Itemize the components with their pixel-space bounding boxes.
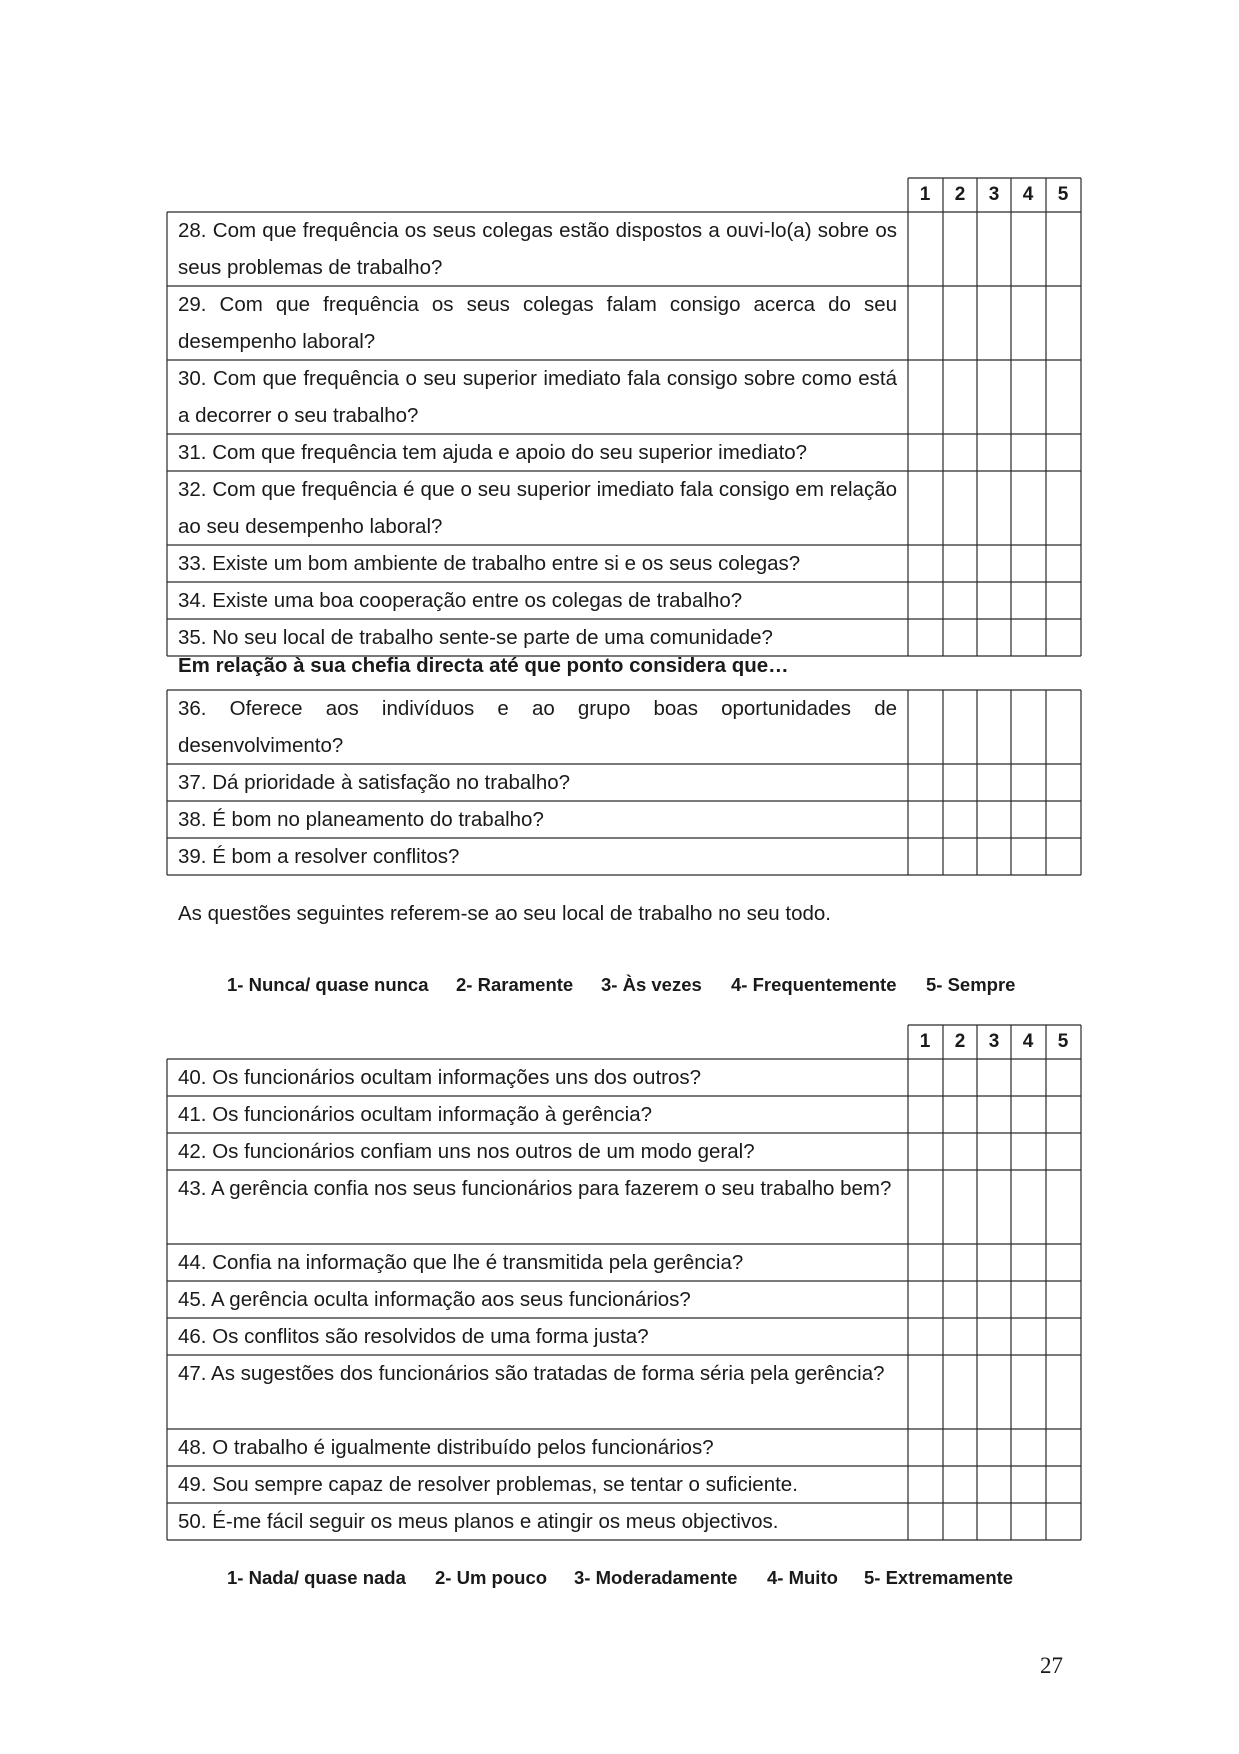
rating-cell-3[interactable] (978, 691, 1010, 763)
rating-cell-2[interactable] (944, 583, 976, 618)
rating-cell-1[interactable] (909, 1245, 942, 1280)
rating-cell-4[interactable] (1012, 1134, 1045, 1169)
rating-cell-5[interactable] (1047, 472, 1080, 544)
rating-cell-1[interactable] (909, 435, 942, 470)
rating-cell-1[interactable] (909, 691, 942, 763)
rating-cell-5[interactable] (1047, 1060, 1080, 1095)
rating-header-3: 3 (988, 184, 1000, 205)
intensity-legend-item: 3- Moderadamente (574, 1567, 738, 1588)
rating-header-3: 3 (988, 1031, 1000, 1052)
rating-cell-2[interactable] (944, 765, 976, 800)
rating-cell-3[interactable] (978, 435, 1010, 470)
rating-cell-2[interactable] (944, 691, 976, 763)
rating-cell-3[interactable] (978, 1467, 1010, 1502)
frequency-legend-item: 4- Frequentemente (731, 974, 897, 995)
rating-cell-4[interactable] (1012, 546, 1045, 581)
rating-cell-3[interactable] (978, 802, 1010, 837)
rating-cell-5[interactable] (1047, 620, 1080, 655)
intensity-legend-item: 2- Um pouco (435, 1567, 548, 1588)
rating-header-1: 1 (919, 1031, 931, 1052)
rating-header-2: 2 (954, 184, 966, 205)
question-text: 47. As sugestões dos funcionários são tratadas de forma séria pela gerência? (178, 1362, 885, 1385)
frequency-legend-item: 2- Raramente (456, 974, 574, 995)
rating-cell-5[interactable] (1047, 1134, 1080, 1169)
rating-header-2: 2 (954, 1031, 966, 1052)
frequency-legend-item: 1- Nunca/ quase nunca (227, 974, 429, 995)
rating-cell-1[interactable] (909, 472, 942, 544)
rating-cell-4[interactable] (1012, 1430, 1045, 1465)
question-text: 31. Com que frequência tem ajuda e apoio do seu superior imediato? (178, 441, 808, 464)
rating-cell-4[interactable] (1012, 1504, 1045, 1539)
rating-header-1: 1 (919, 184, 931, 205)
rating-cell-4[interactable] (1012, 1467, 1045, 1502)
rating-header-4: 4 (1022, 184, 1034, 205)
rating-cell-3[interactable] (978, 583, 1010, 618)
rating-cell-4[interactable] (1012, 287, 1045, 359)
question-text: 45. A gerência oculta informação aos seus funcionários? (178, 1288, 691, 1311)
rating-cell-1[interactable] (909, 1504, 942, 1539)
rating-cell-4[interactable] (1012, 1282, 1045, 1317)
rating-cell-3[interactable] (978, 620, 1010, 655)
rating-cell-5[interactable] (1047, 1097, 1080, 1132)
rating-cell-1[interactable] (909, 546, 942, 581)
rating-cell-2[interactable] (944, 1356, 976, 1428)
rating-cell-2[interactable] (944, 1430, 976, 1465)
rating-cell-1[interactable] (909, 1134, 942, 1169)
frequency-legend-item: 3- Às vezes (601, 974, 702, 995)
question-text: 42. Os funcionários confiam uns nos outros de um modo geral? (178, 1140, 755, 1163)
question-text: 38. É bom no planeamento do trabalho? (178, 808, 544, 831)
question-text: 49. Sou sempre capaz de resolver problemas, se tentar o suficiente. (178, 1473, 798, 1496)
rating-cell-4[interactable] (1012, 1245, 1045, 1280)
rating-cell-5[interactable] (1047, 691, 1080, 763)
rating-cell-3[interactable] (978, 839, 1010, 874)
question-text: 41. Os funcionários ocultam informação à gerência? (178, 1103, 653, 1126)
rating-cell-4[interactable] (1012, 1097, 1045, 1132)
rating-cell-1[interactable] (909, 361, 942, 433)
rating-cell-1[interactable] (909, 620, 942, 655)
rating-cell-3[interactable] (978, 287, 1010, 359)
question-text: 32. Com que frequência é que o seu superior imediato fala consigo em relação ao seu desempenho laboral? (178, 478, 897, 538)
rating-cell-2[interactable] (944, 1171, 976, 1243)
rating-cell-5[interactable] (1047, 839, 1080, 874)
question-text: 40. Os funcionários ocultam informações uns dos outros? (178, 1066, 702, 1089)
rating-cell-3[interactable] (978, 1282, 1010, 1317)
rating-cell-3[interactable] (978, 1134, 1010, 1169)
rating-cell-4[interactable] (1012, 583, 1045, 618)
rating-cell-4[interactable] (1012, 361, 1045, 433)
rating-cell-2[interactable] (944, 620, 976, 655)
question-text: 46. Os conflitos são resolvidos de uma forma justa? (178, 1325, 649, 1348)
rating-cell-5[interactable] (1047, 361, 1080, 433)
rating-header-5: 5 (1057, 1031, 1069, 1052)
question-text: 29. Com que frequência os seus colegas falam consigo acerca do seu desempenho laboral? (178, 293, 897, 353)
rating-cell-3[interactable] (978, 472, 1010, 544)
rating-cell-3[interactable] (978, 213, 1010, 285)
rating-cell-5[interactable] (1047, 213, 1080, 285)
rating-cell-5[interactable] (1047, 583, 1080, 618)
rating-cell-5[interactable] (1047, 765, 1080, 800)
question-text: 34. Existe uma boa cooperação entre os colegas de trabalho? (178, 589, 743, 612)
rating-cell-1[interactable] (909, 1467, 942, 1502)
rating-cell-4[interactable] (1012, 1171, 1045, 1243)
rating-cell-2[interactable] (944, 1097, 976, 1132)
rating-cell-5[interactable] (1047, 546, 1080, 581)
rating-cell-5[interactable] (1047, 1319, 1080, 1354)
frequency-legend-item: 5- Sempre (926, 974, 1016, 995)
intensity-legend-item: 4- Muito (767, 1567, 838, 1588)
rating-cell-1[interactable] (909, 765, 942, 800)
question-text: 39. É bom a resolver conflitos? (178, 845, 460, 868)
rating-cell-4[interactable] (1012, 802, 1045, 837)
question-text: 48. O trabalho é igualmente distribuído pelos funcionários? (178, 1436, 714, 1459)
rating-cell-2[interactable] (944, 1060, 976, 1095)
rating-cell-3[interactable] (978, 1319, 1010, 1354)
question-text: 33. Existe um bom ambiente de trabalho entre si e os seus colegas? (178, 552, 801, 575)
question-text: 44. Confia na informação que lhe é transmitida pela gerência? (178, 1251, 744, 1274)
rating-cell-2[interactable] (944, 287, 976, 359)
rating-cell-3[interactable] (978, 1504, 1010, 1539)
rating-cell-4[interactable] (1012, 472, 1045, 544)
rating-cell-4[interactable] (1012, 691, 1045, 763)
rating-cell-4[interactable] (1012, 435, 1045, 470)
rating-cell-4[interactable] (1012, 765, 1045, 800)
rating-cell-2[interactable] (944, 1467, 976, 1502)
rating-cell-2[interactable] (944, 1282, 976, 1317)
rating-cell-4[interactable] (1012, 620, 1045, 655)
rating-cell-4[interactable] (1012, 1356, 1045, 1428)
rating-cell-5[interactable] (1047, 1467, 1080, 1502)
question-text: 35. No seu local de trabalho sente-se parte de uma comunidade? (178, 626, 773, 649)
rating-cell-3[interactable] (978, 1097, 1010, 1132)
question-text: 28. Com que frequência os seus colegas estão dispostos a ouvi-lo(a) sobre os seus problemas de trabalho? (178, 219, 897, 279)
rating-cell-5[interactable] (1047, 802, 1080, 837)
rating-cell-2[interactable] (944, 435, 976, 470)
rating-cell-2[interactable] (944, 361, 976, 433)
question-text: 50. É-me fácil seguir os meus planos e atingir os meus objectivos. (178, 1510, 779, 1533)
rating-cell-1[interactable] (909, 1060, 942, 1095)
rating-cell-1[interactable] (909, 287, 942, 359)
intensity-legend-item: 5- Extremamente (864, 1567, 1014, 1588)
section-heading: Em relação à sua chefia directa até que ponto considera que… (178, 654, 789, 677)
rating-cell-5[interactable] (1047, 1245, 1080, 1280)
rating-cell-1[interactable] (909, 1282, 942, 1317)
rating-cell-4[interactable] (1012, 213, 1045, 285)
rating-cell-5[interactable] (1047, 287, 1080, 359)
rating-cell-1[interactable] (909, 802, 942, 837)
rating-cell-3[interactable] (978, 546, 1010, 581)
rating-cell-4[interactable] (1012, 839, 1045, 874)
rating-cell-5[interactable] (1047, 435, 1080, 470)
rating-cell-2[interactable] (944, 1319, 976, 1354)
rating-cell-3[interactable] (978, 1356, 1010, 1428)
rating-cell-4[interactable] (1012, 1060, 1045, 1095)
rating-cell-1[interactable] (909, 583, 942, 618)
rating-header-5: 5 (1057, 184, 1069, 205)
rating-cell-5[interactable] (1047, 1171, 1080, 1243)
page-number: 27 (1040, 1653, 1063, 1678)
question-text: 43. A gerência confia nos seus funcionários para fazerem o seu trabalho bem? (178, 1177, 892, 1200)
rating-cell-5[interactable] (1047, 1430, 1080, 1465)
rating-cell-1[interactable] (909, 1319, 942, 1354)
rating-header-4: 4 (1022, 1031, 1034, 1052)
rating-cell-2[interactable] (944, 839, 976, 874)
rating-cell-5[interactable] (1047, 1504, 1080, 1539)
question-text: 30. Com que frequência o seu superior imediato fala consigo sobre como está a decorrer o seu trabalho? (178, 367, 897, 427)
rating-cell-2[interactable] (944, 472, 976, 544)
rating-cell-1[interactable] (909, 839, 942, 874)
intensity-legend-item: 1- Nada/ quase nada (227, 1567, 406, 1588)
rating-cell-5[interactable] (1047, 1356, 1080, 1428)
rating-cell-3[interactable] (978, 1171, 1010, 1243)
rating-cell-2[interactable] (944, 1134, 976, 1169)
rating-cell-2[interactable] (944, 546, 976, 581)
rating-cell-3[interactable] (978, 1430, 1010, 1465)
rating-cell-1[interactable] (909, 1356, 942, 1428)
rating-cell-3[interactable] (978, 765, 1010, 800)
rating-cell-2[interactable] (944, 802, 976, 837)
rating-cell-3[interactable] (978, 1245, 1010, 1280)
rating-cell-3[interactable] (978, 361, 1010, 433)
rating-cell-3[interactable] (978, 1060, 1010, 1095)
rating-cell-5[interactable] (1047, 1282, 1080, 1317)
rating-cell-2[interactable] (944, 1504, 976, 1539)
question-text: 37. Dá prioridade à satisfação no trabalho? (178, 771, 571, 794)
rating-cell-1[interactable] (909, 213, 942, 285)
rating-cell-2[interactable] (944, 1245, 976, 1280)
rating-cell-2[interactable] (944, 213, 976, 285)
rating-cell-1[interactable] (909, 1171, 942, 1243)
rating-cell-4[interactable] (1012, 1319, 1045, 1354)
rating-cell-1[interactable] (909, 1097, 942, 1132)
question-text: 36. Oferece aos indivíduos e ao grupo boas oportunidades de desenvolvimento? (178, 697, 897, 757)
intro-text: As questões seguintes referem-se ao seu local de trabalho no seu todo. (178, 902, 831, 925)
rating-cell-1[interactable] (909, 1430, 942, 1465)
